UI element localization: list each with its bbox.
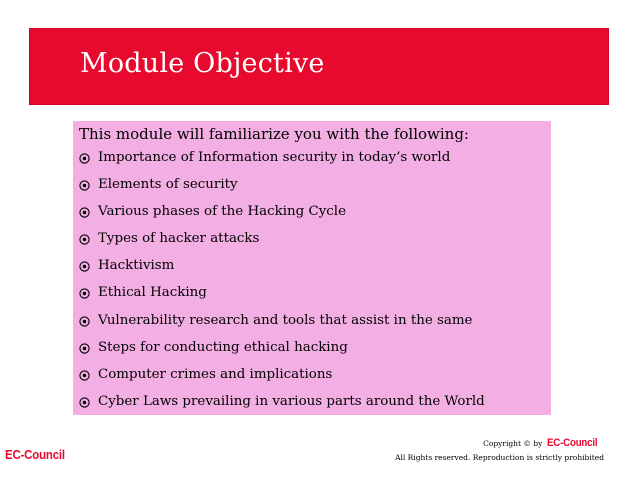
list-item-label: Vulnerability research and tools that assist in the same bbox=[98, 312, 473, 328]
objectives-list bbox=[79, 150, 485, 421]
intro-text: This module will familiarize you with the following: bbox=[79, 125, 469, 143]
circled-dot-bullet-icon bbox=[79, 207, 90, 218]
list-item-label: Steps for conducting ethical hacking bbox=[98, 339, 348, 355]
circled-dot-bullet-icon bbox=[79, 234, 90, 245]
list-item bbox=[79, 177, 485, 204]
circled-dot-bullet-icon bbox=[79, 370, 90, 381]
list-item bbox=[79, 340, 485, 367]
header-banner bbox=[29, 28, 609, 105]
list-item bbox=[79, 258, 485, 285]
rights-notice: All Rights reserved. Reproduction is strictly prohibited bbox=[395, 453, 604, 462]
list-item bbox=[79, 367, 485, 394]
circled-dot-bullet-icon bbox=[79, 316, 90, 327]
copyright-prefix: Copyright © by bbox=[483, 439, 543, 448]
list-item-label: Types of hacker attacks bbox=[98, 231, 260, 247]
ec-council-logo: EC-Council bbox=[5, 447, 65, 462]
list-item bbox=[79, 204, 485, 231]
list-item bbox=[79, 394, 485, 421]
list-item-label: Hacktivism bbox=[98, 258, 175, 274]
list-item-label: Various phases of the Hacking Cycle bbox=[98, 204, 347, 220]
list-item bbox=[79, 150, 485, 177]
copyright-brand-logo: EC-Council bbox=[546, 437, 598, 449]
list-item-label: Elements of security bbox=[98, 177, 238, 193]
page-title: Module Objective bbox=[80, 48, 325, 79]
objectives-panel bbox=[73, 121, 551, 415]
list-item-label: Cyber Laws prevailing in various parts around the World bbox=[98, 393, 485, 409]
circled-dot-bullet-icon bbox=[79, 288, 90, 299]
circled-dot-bullet-icon bbox=[79, 153, 90, 164]
list-item-label: Importance of Information security in today’s world bbox=[98, 150, 451, 165]
list-item-label: Ethical Hacking bbox=[98, 285, 207, 301]
list-item-label: Computer crimes and implications bbox=[98, 366, 333, 382]
circled-dot-bullet-icon bbox=[79, 180, 90, 191]
circled-dot-bullet-icon bbox=[79, 397, 90, 408]
circled-dot-bullet-icon bbox=[79, 261, 90, 272]
list-item bbox=[79, 231, 485, 258]
list-item bbox=[79, 285, 485, 312]
copyright-line bbox=[483, 437, 604, 449]
circled-dot-bullet-icon bbox=[79, 343, 90, 354]
list-item bbox=[79, 313, 485, 340]
